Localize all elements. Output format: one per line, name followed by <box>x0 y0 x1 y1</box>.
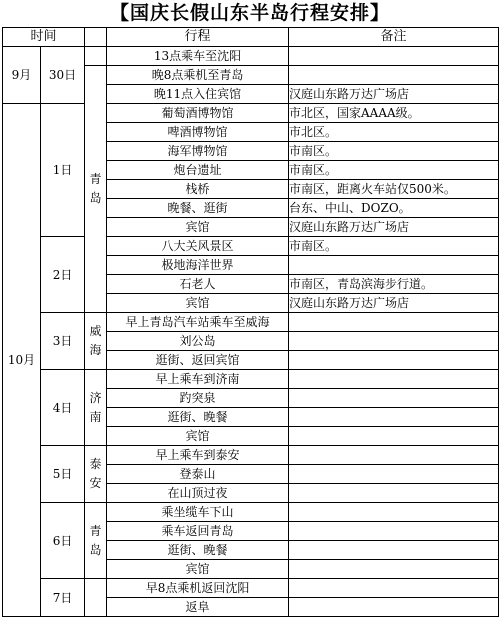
itinerary-item: 早上乘车到济南 <box>107 370 289 389</box>
day-cell: 3日 <box>41 313 85 370</box>
note-cell <box>289 484 499 503</box>
table-row <box>3 446 499 465</box>
itinerary-item: 刘公岛 <box>107 332 289 351</box>
note-cell: 市南区。 <box>289 142 499 161</box>
city-cell <box>85 446 107 503</box>
itinerary-item: 乘坐缆车下山 <box>107 503 289 522</box>
itinerary-item: 栈桥 <box>107 180 289 199</box>
day-cell: 6日 <box>41 503 85 579</box>
header-row <box>3 28 499 47</box>
itinerary-item: 啤酒博物馆 <box>107 123 289 142</box>
note-cell <box>289 370 499 389</box>
note-cell: 市南区。 <box>289 161 499 180</box>
note-cell <box>289 332 499 351</box>
table-row <box>3 503 499 522</box>
itinerary-item: 乘车返回青岛 <box>107 522 289 541</box>
day-cell: 7日 <box>41 579 85 617</box>
itinerary-item: 逛街、晚餐 <box>107 408 289 427</box>
note-cell: 市南区，距离火车站仅500米。 <box>289 180 499 199</box>
header-itinerary: 行程 <box>107 28 289 47</box>
itinerary-item: 趵突泉 <box>107 389 289 408</box>
itinerary-item: 极地海洋世界 <box>107 256 289 275</box>
note-cell: 市北区。 <box>289 123 499 142</box>
city-label: 济南 <box>89 390 102 424</box>
note-cell <box>289 560 499 579</box>
note-cell: 市南区，青岛滨海步行道。 <box>289 275 499 294</box>
table-row <box>3 104 499 123</box>
itinerary-item: 宾馆 <box>107 560 289 579</box>
day-cell: 1日 <box>41 104 85 237</box>
note-cell <box>289 598 499 617</box>
note-cell <box>289 579 499 598</box>
note-cell: 汉庭山东路万达广场店 <box>289 294 499 313</box>
city-label: 泰安 <box>89 457 102 490</box>
note-cell <box>289 522 499 541</box>
itinerary-item: 八大关风景区 <box>107 237 289 256</box>
table-row <box>3 579 499 598</box>
city-cell <box>85 66 107 313</box>
city-cell <box>85 47 107 66</box>
note-cell <box>289 313 499 332</box>
note-cell: 汉庭山东路万达广场店 <box>289 218 499 237</box>
city-cell <box>85 579 107 617</box>
day-cell: 4日 <box>41 370 85 446</box>
note-cell <box>289 408 499 427</box>
itinerary-item: 早8点乘机返回沈阳 <box>107 579 289 598</box>
itinerary-item: 早上青岛汽车站乘车至威海 <box>107 313 289 332</box>
note-cell: 市南区。 <box>289 237 499 256</box>
itinerary-item: 返阜 <box>107 598 289 617</box>
itinerary-item: 晚8点乘机至青岛 <box>107 66 289 85</box>
header-time: 时间 <box>3 28 85 47</box>
header-city <box>85 28 107 47</box>
note-cell <box>289 503 499 522</box>
table-row <box>3 237 499 256</box>
itinerary-item: 晚餐、逛街 <box>107 199 289 218</box>
itinerary-item: 13点乘车至沈阳 <box>107 47 289 66</box>
note-cell <box>289 389 499 408</box>
header-notes: 备注 <box>289 28 499 47</box>
table-row <box>3 370 499 389</box>
note-cell <box>289 47 499 66</box>
itinerary-item: 葡萄酒博物馆 <box>107 104 289 123</box>
month-cell: 9月 <box>3 47 41 104</box>
note-cell <box>289 351 499 370</box>
itinerary-item: 石老人 <box>107 275 289 294</box>
table-row <box>3 313 499 332</box>
note-cell <box>289 541 499 560</box>
itinerary-item: 宾馆 <box>107 294 289 313</box>
note-cell: 市北区，国家AAAA级。 <box>289 104 499 123</box>
itinerary-item: 晚11点入住宾馆 <box>107 85 289 104</box>
note-cell <box>289 66 499 85</box>
itinerary-table <box>2 27 499 617</box>
itinerary-item: 海军博物馆 <box>107 142 289 161</box>
city-label: 青岛 <box>89 172 102 205</box>
itinerary-item: 宾馆 <box>107 218 289 237</box>
month-cell: 10月 <box>3 104 41 617</box>
city-cell <box>85 313 107 370</box>
page-title: 【国庆长假山东半岛行程安排】 <box>109 2 390 24</box>
city-label: 青岛 <box>89 523 102 557</box>
itinerary-item: 逛街、晚餐 <box>107 541 289 560</box>
itinerary-item: 炮台遗址 <box>107 161 289 180</box>
note-cell <box>289 465 499 484</box>
city-label: 威海 <box>89 324 102 357</box>
note-cell <box>289 446 499 465</box>
table-row <box>3 47 499 66</box>
city-cell <box>85 503 107 579</box>
note-cell <box>289 256 499 275</box>
note-cell: 台东、中山、DOZO。 <box>289 199 499 218</box>
itinerary-item: 登泰山 <box>107 465 289 484</box>
day-cell: 30日 <box>41 47 85 104</box>
note-cell <box>289 427 499 446</box>
day-cell: 2日 <box>41 237 85 313</box>
itinerary-item: 在山顶过夜 <box>107 484 289 503</box>
itinerary-item: 逛街、返回宾馆 <box>107 351 289 370</box>
itinerary-item: 宾馆 <box>107 427 289 446</box>
itinerary-item: 早上乘车到泰安 <box>107 446 289 465</box>
note-cell: 汉庭山东路万达广场店 <box>289 85 499 104</box>
city-cell <box>85 370 107 446</box>
day-cell: 5日 <box>41 446 85 503</box>
